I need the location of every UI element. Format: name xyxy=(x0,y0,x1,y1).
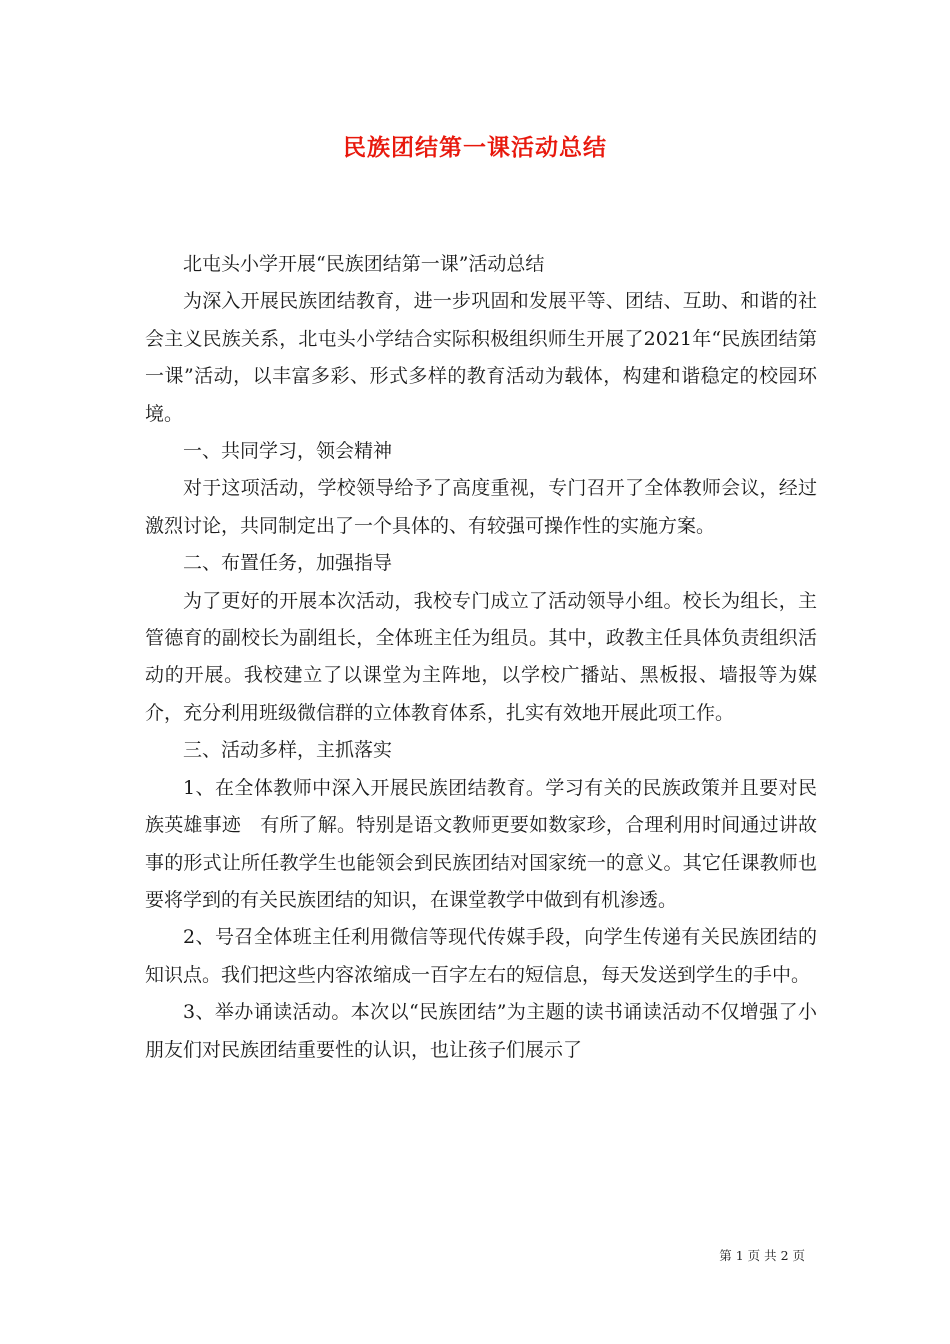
section-3-item-1: 1、在全体教师中深入开展民族团结教育。学习有关的民族政策并且要对民族英雄事迹 有所了解。特别是语文教师更要如数家珍，合理利用时间通过讲故事的形式让所任教学生也能领会到民族团结对国家统一的意义。其它任课教师也要将学到的有关民族团结的知识，在课堂教学中做到有机渗透。 xyxy=(145,776,817,911)
section-heading-2: 二、布置任务，加强指导 xyxy=(183,552,393,575)
section-2-paragraph: 为了更好的开展本次活动，我校专门成立了活动领导小组。校长为组长，主管德育的副校长为副组长，全体班主任为组员。其中，政教主任具体负责组织活动的开展。我校建立了以课堂为主阵地，以学校广播站、黑板报、墙报等为媒介，充分利用班级微信群的立体教育体系，扎实有效地开展此项工作。 xyxy=(145,589,817,724)
section-heading-1: 一、共同学习，领会精神 xyxy=(183,440,393,463)
section-1-paragraph: 对于这项活动，学校领导给予了高度重视，专门召开了全体教师会议，经过激烈讨论，共同制定出了一个具体的、有较强可操作性的实施方案。 xyxy=(145,477,817,537)
intro-paragraph: 为深入开展民族团结教育，进一步巩固和发展平等、团结、互助、和谐的社会主义民族关系，北屯头小学结合实际积极组织师生开展了2021年“民族团结第一课”活动，以丰富多彩、形式多样的教育活动为载体，构建和谐稳定的校园环境。 xyxy=(145,290,817,425)
section-3-item-2: 2、号召全体班主任利用微信等现代传媒手段，向学生传递有关民族团结的知识点。我们把这些内容浓缩成一百字左右的短信息，每天发送到学生的手中。 xyxy=(145,926,817,986)
page-title: 民族团结第一课活动总结 xyxy=(343,134,607,161)
section-3-item-3: 3、举办诵读活动。本次以“民族团结”为主题的读书诵读活动不仅增强了小朋友们对民族团结重要性的认识，也让孩子们展示了 xyxy=(145,1001,817,1061)
section-heading-3: 三、活动多样，主抓落实 xyxy=(183,739,393,762)
subtitle-paragraph: 北屯头小学开展“民族团结第一课”活动总结 xyxy=(183,253,545,275)
document-body xyxy=(145,246,817,1069)
page-footer: 第 1 页 共 2 页 xyxy=(719,1248,805,1263)
